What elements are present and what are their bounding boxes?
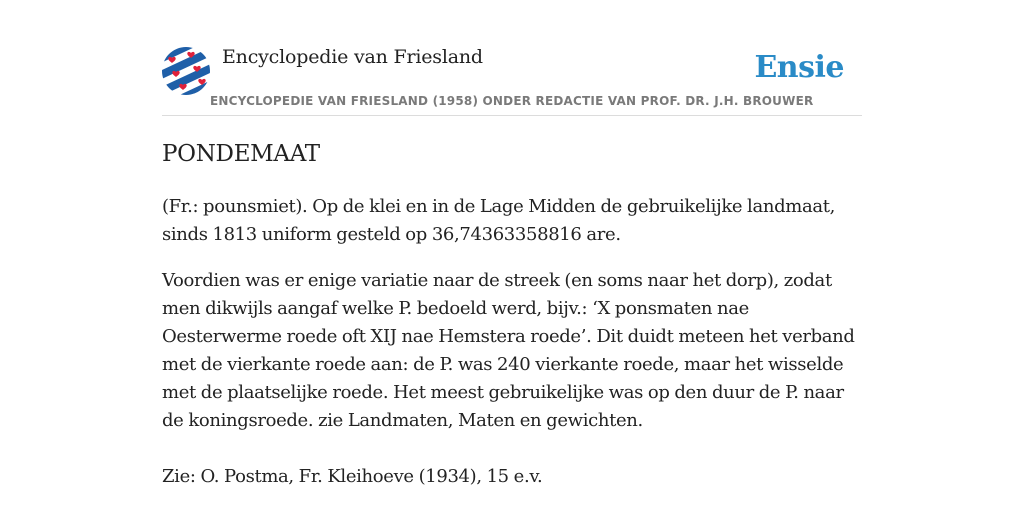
article-reference: Zie: O. Postma, Fr. Kleihoeve (1934), 15 e.v. bbox=[162, 466, 543, 487]
site-subtitle: ENCYCLOPEDIE VAN FRIESLAND (1958) ONDER REDACTIE VAN PROF. DR. J.H. BROUWER bbox=[210, 94, 814, 108]
article-paragraph: Voordien was er enige variatie naar de streek (en soms naar het dorp), zodat men dikwijls aangaf welke P. bedoeld werd, bijv.: ‘X ponsmaten nae Oesterwerme roede oft XIJ nae Hemstera roede’. Dit duidt meteen het verband met de vierkante roede aan: de P. was 240 vierkante roede, maar het wisselde met de plaatselijke roede. Het meest gebruikelijke was op den duur de P. naar de koningsroede. zie Landmaten, Maten en gewichten. bbox=[162, 270, 855, 431]
article-paragraph: (Fr.: pounsmiet). Op de klei en in de Lage Midden de gebruikelijke landmaat, sinds 1813 uniform gesteld op 36,74363358816 are. bbox=[162, 196, 835, 245]
logo-svg bbox=[162, 47, 210, 95]
frisian-flag-logo-icon[interactable] bbox=[162, 47, 210, 95]
page bbox=[162, 0, 862, 512]
header-divider bbox=[162, 115, 862, 116]
site-title[interactable]: Encyclopedie van Friesland bbox=[222, 46, 483, 68]
brand-logo-text[interactable]: Ensie bbox=[754, 50, 844, 85]
article-headword: PONDEMAAT bbox=[162, 141, 320, 167]
article-body bbox=[162, 193, 862, 509]
